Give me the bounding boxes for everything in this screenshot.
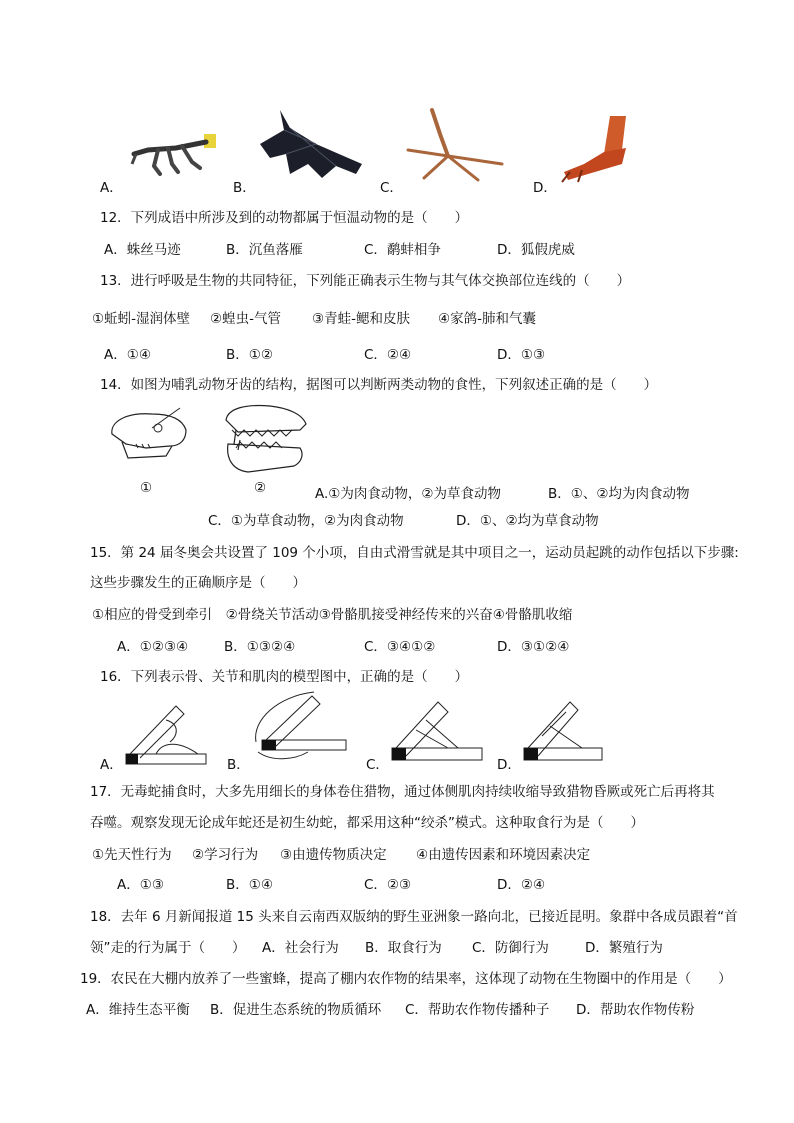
joint-model-a-image bbox=[122, 698, 208, 766]
q12-option-c[interactable]: C．鹬蚌相争 bbox=[364, 242, 441, 258]
q19-stem: 19．农民在大棚内放养了一些蜜蜂，提高了棚内农作物的结果率，这体现了动物在生物圈中的作用是（ ） bbox=[80, 971, 732, 987]
q13-option-a[interactable]: A．①④ bbox=[104, 347, 151, 363]
q15-steps: ①相应的骨受到牵引 ②骨绕关节活动③骨骼肌接受神经传来的兴奋④骨骼肌收缩 bbox=[92, 607, 573, 623]
q19-option-c[interactable]: C．帮助农作物传播种子 bbox=[405, 1002, 550, 1018]
q13-item-2: ②蝗虫-气管 bbox=[210, 311, 281, 327]
q18-option-c[interactable]: C．防御行为 bbox=[472, 940, 549, 956]
q12-option-a[interactable]: A．蛛丝马迹 bbox=[104, 242, 181, 258]
q11-label-c: C． bbox=[380, 180, 403, 196]
q14-stem: 14．如图为哺乳动物牙齿的结构，据图可以判断两类动物的食性，下列叙述正确的是（ ） bbox=[100, 377, 658, 393]
q14-fig-label-2: ② bbox=[254, 480, 267, 496]
q19-option-d[interactable]: D．帮助农作物传粉 bbox=[576, 1002, 695, 1018]
q13-option-b[interactable]: B．①② bbox=[226, 347, 273, 363]
q18-stem-line-1: 18．去年 6 月新闻报道 15 头来自云南西双版纳的野生亚洲象一路向北，已接近昆明。象群中各成员跟着“首 bbox=[90, 909, 738, 925]
bat-wing-image bbox=[256, 108, 368, 184]
q14-option-b[interactable]: B．①、②均为肉食动物 bbox=[548, 486, 690, 502]
q16-label-d: D． bbox=[497, 757, 521, 773]
q17-option-b[interactable]: B．①④ bbox=[226, 877, 273, 893]
skull-carnivore-image bbox=[218, 400, 314, 480]
q12-option-d[interactable]: D．狐假虎威 bbox=[497, 242, 575, 258]
q17-item-3: ③由遗传物质决定 bbox=[280, 847, 387, 863]
q17-item-4: ④由遗传因素和环境因素决定 bbox=[416, 847, 591, 863]
q14-option-d[interactable]: D．①、②均为草食动物 bbox=[456, 513, 599, 529]
q15-stem-line-2: 这些步骤发生的正确顺序是（ ） bbox=[90, 575, 306, 591]
q15-option-b[interactable]: B．①③②④ bbox=[224, 639, 296, 655]
q17-stem-line-1: 17．无毒蛇捕食时，大多先用细长的身体卷住猎物，通过体侧肌肉持续收缩导致猎物昏厥或死亡后再将其 bbox=[90, 784, 715, 800]
q16-stem: 16．下列表示骨、关节和肌肉的模型图中，正确的是（ ） bbox=[100, 669, 469, 685]
q11-label-b: B． bbox=[233, 180, 256, 196]
q14-option-a[interactable]: A.①为肉食动物，②为草食动物 bbox=[315, 486, 501, 502]
q17-option-c[interactable]: C．②③ bbox=[364, 877, 412, 893]
q12-stem: 12．下列成语中所涉及到的动物都属于恒温动物的是（ ） bbox=[100, 210, 469, 226]
q17-option-a[interactable]: A．①③ bbox=[117, 877, 164, 893]
q13-option-d[interactable]: D．①③ bbox=[497, 347, 546, 363]
skull-herbivore-image bbox=[106, 404, 190, 462]
q18-option-d[interactable]: D．繁殖行为 bbox=[585, 940, 663, 956]
q15-stem-line-1: 15．第 24 届冬奥会共设置了 109 个小项，自由式滑雪就是其中项目之一，运动员起跳的动作包括以下步骤: bbox=[90, 545, 739, 561]
q14-fig-label-1: ① bbox=[140, 480, 153, 496]
q15-option-c[interactable]: C．③④①② bbox=[364, 639, 436, 655]
joint-model-b-image bbox=[248, 690, 348, 764]
q16-label-b: B． bbox=[227, 757, 250, 773]
eagle-talon-image bbox=[128, 128, 220, 180]
q19-option-b[interactable]: B．促进生态系统的物质循环 bbox=[210, 1002, 382, 1018]
q18-stem-line-2: 领”走的行为属于（ ） bbox=[90, 940, 246, 956]
q13-item-3: ③青蛙-鳃和皮肤 bbox=[312, 311, 410, 327]
q15-option-a[interactable]: A．①②③④ bbox=[117, 639, 189, 655]
q17-option-d[interactable]: D．②④ bbox=[497, 877, 546, 893]
q18-option-a[interactable]: A．社会行为 bbox=[262, 940, 339, 956]
joint-model-d-image bbox=[520, 696, 606, 766]
q17-item-2: ②学习行为 bbox=[192, 847, 259, 863]
ostrich-foot-image bbox=[560, 114, 632, 186]
q19-option-a[interactable]: A．维持生态平衡 bbox=[86, 1002, 190, 1018]
q17-item-1: ①先天性行为 bbox=[92, 847, 172, 863]
heron-foot-image bbox=[404, 108, 516, 184]
joint-model-c-image bbox=[388, 696, 486, 766]
q13-item-1: ①蚯蚓-湿润体壁 bbox=[92, 311, 190, 327]
q18-option-b[interactable]: B．取食行为 bbox=[365, 940, 442, 956]
q15-option-d[interactable]: D．③①②④ bbox=[497, 639, 570, 655]
q13-option-c[interactable]: C．②④ bbox=[364, 347, 412, 363]
q16-label-c: C． bbox=[366, 757, 389, 773]
q11-label-a: A． bbox=[100, 180, 123, 196]
q14-option-c[interactable]: C．①为草食动物，②为肉食动物 bbox=[208, 513, 404, 529]
q17-stem-line-2: 吞噬。观察发现无论成年蛇还是初生幼蛇，都采用这种“绞杀”模式。这种取食行为是（ ） bbox=[90, 815, 644, 831]
q11-label-d: D． bbox=[533, 180, 557, 196]
q13-stem: 13．进行呼吸是生物的共同特征，下列能正确表示生物与其气体交换部位连线的（ ） bbox=[100, 273, 631, 289]
q13-item-4: ④家鸽-肺和气囊 bbox=[438, 311, 536, 327]
q12-option-b[interactable]: B．沉鱼落雁 bbox=[226, 242, 303, 258]
q16-label-a: A． bbox=[100, 757, 123, 773]
